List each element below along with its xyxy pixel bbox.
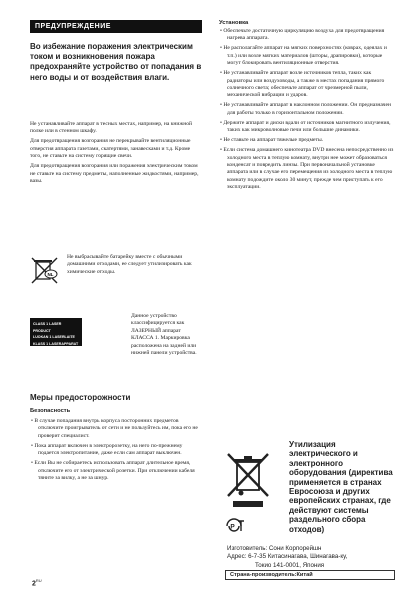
paragraph: Для предотвращения возгорания или поражения электрическим током не ставьте на систему предметы, наполненные жидкостями, например, вазы. xyxy=(30,163,199,185)
list-item: • В случае попадания внутрь корпуса посторонних предметов отключите проигрыватель от сети и не пользуйтесь им, пока его не проверит специалист. xyxy=(31,418,198,439)
installation-list xyxy=(219,28,395,194)
laser-label-line: CLASS 1 LASER PRODUCT xyxy=(33,322,62,333)
list-item: • Не устанавливайте аппарат возле источников тепла, таких как радиаторы или воздуховоды, а также в местах попадания прямого солнечного света; обеспечьте аппарат от чрезмерной пыли, механической вибрации и ударов. xyxy=(220,70,385,99)
battery-disposal-text: Не выбрасывайте батарейку вместе с обычными домашними отходами, ее следует утилизировать как химические отходы. xyxy=(67,254,192,275)
manufacturer-line: Изготовитель: Сони Корпорейшн xyxy=(227,545,322,552)
list-item: • Не располагайте аппарат на мягких поверхностях (коврах, одеялах и т.п.) или возле мягких материалов (шторы, драпировки), которые могут блокировать вентиляционные отверстия. xyxy=(220,45,387,67)
left-body xyxy=(30,121,202,188)
page-number xyxy=(32,578,42,587)
pct-certification-icon xyxy=(225,517,247,535)
manufacturer-line: Токио 141-0001, Япония xyxy=(255,561,325,569)
crossed-wheelie-bin-icon xyxy=(224,452,274,510)
list-item: • Если Вы не собираетесь использовать аппарат длительное время, отключите его от электрической розетки. При отключении кабеля тяните за вилку, а не за шнур. xyxy=(31,460,195,482)
warning-banner: ПРЕДУПРЕЖДЕНИЕ xyxy=(30,20,202,33)
list-item: • Обеспечьте достаточную циркуляцию воздуха для предотвращения нагрева аппарата. xyxy=(220,28,385,42)
list-item: • Держите аппарат и диски вдали от источников магнитного излучения, таких как микроволновые печи или большие динамики. xyxy=(220,119,391,134)
laser-class-label xyxy=(30,318,82,346)
laser-text: Данное устройство классифицируется как ЛАЗЕРНЫЙ аппарат КЛАССА 1. Маркировка расположена на задней или нижней панели устройства. xyxy=(131,313,197,357)
warning-title: Во избежание поражения электрическим током и возникновения пожара предохраняйте устройство от попадания в него воды и от воздействия влаги. xyxy=(30,42,202,82)
list-item: • Пока аппарат включен в электророзетку, на него по-прежнему подается электропитание, даже если сам аппарат выключен. xyxy=(31,442,183,457)
svg-text:NL: NL xyxy=(47,272,54,277)
manufacturer-line: Адрес: 6-7-35 Китасинагава, Шинагава-ку, xyxy=(227,553,348,561)
installation-heading: Установка xyxy=(219,20,249,26)
laser-label-line: LUOKAN 1 LASERLAITE xyxy=(33,335,75,340)
list-item: • Не устанавливайте аппарат в наклонном положении. Он предназначен для работы только в горизонтальном положении. xyxy=(220,102,391,116)
paragraph: Для предотвращения возгорания не перекрывайте вентиляционные отверстия аппарата газетами, скатертями, занавесками и т.д. Кроме того, не ставьте на систему горящие свечи. xyxy=(30,138,191,160)
precautions-title: Меры предосторожности xyxy=(30,393,131,402)
safety-heading: Безопасность xyxy=(30,408,71,414)
list-item: • Не ставьте на аппарат тяжелые предметы. xyxy=(220,137,324,144)
country-of-origin: Страна-производитель:Китай xyxy=(225,570,395,580)
safety-list xyxy=(30,418,202,485)
list-item: • Если система домашнего кинотеатра DVD внесена непосредственно из холодного места в теплую комнату, внутри нее может образоваться конденсат и повредить линзы. При первоначальной установке аппарата или в случае его перемещения из холодного места в теплую комнату подождите около 30 минут, прежде чем приступать к его эксплуатации. xyxy=(220,147,394,191)
laser-label-line: KLASS 1 LASERAPPARAT xyxy=(33,341,79,346)
svg-text:P: P xyxy=(230,523,235,531)
page-lang: RU xyxy=(35,578,42,583)
eu-disposal-text: Утилизация электрического и электронного оборудования (директива применяется в странах Евросоюза и других европейских странах, где действуют системы раздельного сбора отходов) xyxy=(289,440,393,534)
manufacturer-block xyxy=(227,545,397,570)
paragraph: Не устанавливайте аппарат в тесных местах, например, на книжной полке или в стенном шкафу. xyxy=(30,121,193,135)
page-number-value: 2 xyxy=(32,580,36,588)
crossed-bin-battery-icon xyxy=(30,255,61,286)
